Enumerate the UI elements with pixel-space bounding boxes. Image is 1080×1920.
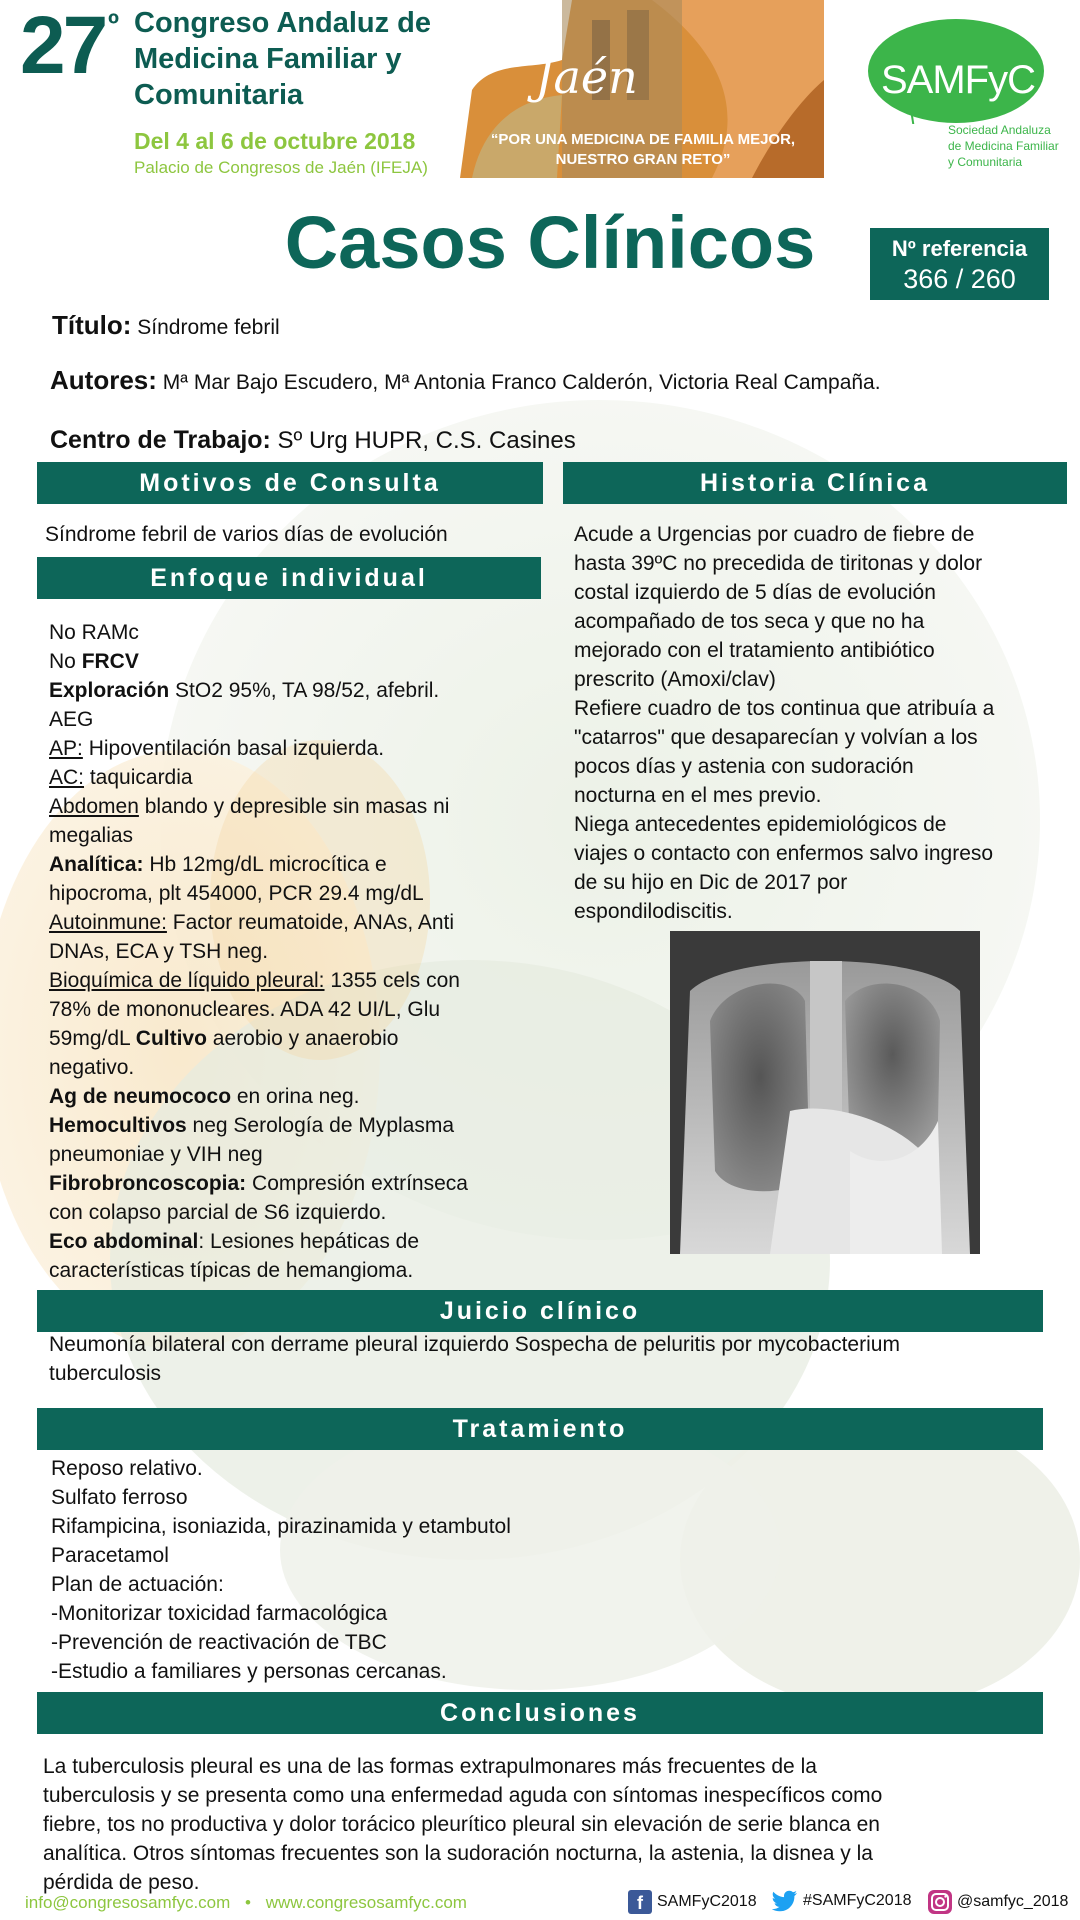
conclusiones-line: La tuberculosis pleural es una de las formas extrapulmonares más frecuentes de la (43, 1755, 817, 1778)
enfoque-line: 59mg/dL Cultivo aerobio y anaerobio (49, 1027, 399, 1050)
reference-box (870, 228, 1049, 300)
historia-line: prescrito (Amoxi/clav) (574, 668, 776, 691)
historia-line: acompañado de tos seca y que no ha (574, 610, 925, 633)
samfyc-logo-text: SAMFyC (881, 58, 1035, 102)
enfoque-line: Abdomen blando y depresible sin masas ni (49, 795, 450, 818)
conclusiones-line: tuberculosis y se presenta como una enfermedad aguda con síntomas inespecíficos como (43, 1784, 883, 1807)
instagram-handle: @samfyc_2018 (957, 1893, 1069, 1910)
conclusiones-text (43, 1752, 882, 1897)
footer-separator: • (245, 1893, 251, 1912)
center-label: Centro de Trabajo: (50, 426, 271, 454)
tratamiento-line: -Monitorizar toxicidad farmacológica (51, 1602, 388, 1625)
enfoque-line: No RAMc (49, 621, 139, 644)
historia-line: Acude a Urgencias por cuadro de fiebre de (574, 523, 975, 546)
enfoque-line: hipocroma, plt 454000, PCR 29.4 mg/dL (49, 882, 424, 905)
enfoque-text (49, 618, 468, 1285)
historia-line: hasta 39ºC no precedida de tiritonas y dolor (574, 552, 983, 575)
historia-line: nocturna en el mes previo. (574, 784, 822, 807)
historia-line: espondilodiscitis. (574, 900, 733, 923)
footer-email[interactable]: info@congresosamfyc.com (25, 1893, 231, 1912)
footer-twitter[interactable] (772, 1890, 912, 1912)
congress-line-3: Comunitaria (134, 79, 304, 111)
historia-text (574, 520, 994, 926)
society-name (948, 122, 1059, 170)
authors-value: Mª Mar Bajo Escudero, Mª Antonia Franco Calderón, Victoria Real Campaña. (162, 371, 881, 394)
chest-xray-image (670, 931, 980, 1254)
congress-line-1: Congreso Andaluz de (134, 7, 431, 39)
section-header-conclusiones: Conclusiones (37, 1692, 1043, 1734)
section-header-juicio: Juicio clínico (37, 1290, 1043, 1332)
twitter-icon (772, 1890, 798, 1912)
congress-venue: Palacio de Congresos de Jaén (IFEJA) (134, 158, 428, 177)
title-label: Título: (52, 310, 132, 340)
congress-dates: Del 4 al 6 de octubre 2018 (134, 128, 416, 154)
footer-website[interactable]: www.congresosamfyc.com (265, 1893, 467, 1912)
congress-line-2: Medicina Familiar y (134, 43, 402, 75)
enfoque-line: 78% de mononucleares. ADA 42 UI/L, Glu (49, 998, 441, 1021)
footer-instagram[interactable] (928, 1890, 1068, 1914)
historia-line: Refiere cuadro de tos continua que atribuía a (574, 697, 995, 720)
facebook-icon: f (628, 1890, 652, 1914)
center-row (50, 426, 576, 455)
historia-line: costal izquierdo de 5 días de evolución (574, 581, 936, 604)
tratamiento-line: -Prevención de reactivación de TBC (51, 1631, 387, 1654)
tratamiento-text (51, 1454, 511, 1686)
instagram-icon (928, 1890, 952, 1914)
motivos-text: Síndrome febril de varios días de evolución (45, 523, 448, 546)
juicio-line: Neumonía bilateral con derrame pleural izquierdo Sospecha de peluritis por mycobacterium (49, 1333, 900, 1356)
enfoque-line: AC: taquicardia (49, 766, 193, 789)
reference-value: 366 / 260 (903, 264, 1016, 294)
historia-line: Niega antecedentes epidemiológicos de (574, 813, 947, 836)
enfoque-line: AEG (49, 708, 94, 731)
enfoque-line: Autoinmune: Factor reumatoide, ANAs, Anti (49, 911, 455, 934)
historia-line: mejorado con el tratamiento antibiótico (574, 639, 935, 662)
authors-label: Autores: (50, 365, 157, 395)
juicio-text (49, 1330, 900, 1388)
enfoque-line: Ag de neumococo en orina neg. (49, 1085, 360, 1108)
center-value: Sº Urg HUPR, C.S. Casines (277, 427, 576, 454)
authors-row (50, 365, 881, 396)
enfoque-line: negativo. (49, 1056, 135, 1079)
society-line-3: y Comunitaria (948, 155, 1023, 169)
edition-suffix: º (108, 8, 119, 41)
historia-line: viajes o contacto con enfermos salvo ingreso (574, 842, 994, 865)
motto-line-2: NUESTRO GRAN RETO” (555, 151, 731, 168)
title-value: Síndrome febril (137, 316, 280, 339)
city-name: Jaén (535, 50, 638, 104)
congress-name (134, 5, 431, 113)
conclusiones-line: analítica. Otros síntomas frecuentes son la sudoración nocturna, la astenia, la disnea y la (43, 1842, 873, 1865)
tratamiento-line: Rifampicina, isoniazida, pirazinamida y etambutol (51, 1515, 511, 1538)
tratamiento-line: Sulfato ferroso (51, 1486, 188, 1509)
section-header-enfoque: Enfoque individual (37, 557, 541, 599)
society-line-1: Sociedad Andaluza (948, 123, 1051, 137)
enfoque-line: megalias (49, 824, 134, 847)
enfoque-line: Exploración StO2 95%, TA 98/52, afebril. (49, 679, 440, 702)
conclusiones-line: fiebre, tos no productiva y dolor torácico pleurítico pleural sin elevación de serie blanca en (43, 1813, 880, 1836)
section-header-tratamiento: Tratamiento (37, 1408, 1043, 1450)
section-header-historia: Historia Clínica (563, 462, 1067, 504)
enfoque-line: Eco abdominal: Lesiones hepáticas de (49, 1230, 420, 1253)
page-title: Casos Clínicos (284, 201, 816, 284)
enfoque-line: con colapso parcial de S6 izquierdo. (49, 1201, 387, 1224)
facebook-handle: SAMFyC2018 (657, 1893, 757, 1910)
section-header-motivos: Motivos de Consulta (37, 462, 543, 504)
motto-line-1: “POR UNA MEDICINA DE FAMILIA MEJOR, (490, 131, 796, 148)
enfoque-line: características típicas de hemangioma. (49, 1259, 414, 1282)
tratamiento-line: -Estudio a familiares y personas cercanas. (51, 1660, 447, 1683)
enfoque-line: Fibrobroncoscopia: Compresión extrínseca (49, 1172, 468, 1195)
title-row (52, 310, 280, 341)
enfoque-line: Analítica: Hb 12mg/dL microcítica e (49, 853, 387, 876)
reference-label: Nº referencia (891, 236, 1028, 261)
society-line-2: de Medicina Familiar (948, 139, 1059, 153)
enfoque-line: DNAs, ECA y TSH neg. (49, 940, 269, 963)
historia-line: pocos días y astenia con sudoración (574, 755, 914, 778)
enfoque-line: Hemocultivos neg Serología de Myplasma (49, 1114, 455, 1137)
enfoque-line: Bioquímica de líquido pleural: 1355 cels con (49, 969, 460, 992)
congress-motto (478, 130, 808, 170)
twitter-handle: #SAMFyC2018 (803, 1892, 912, 1909)
juicio-line: tuberculosis (49, 1362, 162, 1385)
tratamiento-line: Reposo relativo. (51, 1457, 203, 1480)
footer-contact (25, 1893, 467, 1913)
historia-line: de su hijo en Dic de 2017 por (574, 871, 848, 894)
tratamiento-line: Paracetamol (51, 1544, 169, 1567)
enfoque-line: No FRCV (49, 650, 139, 673)
conclusiones-line: pérdida de peso. (43, 1871, 200, 1894)
edition-number: 27 (20, 0, 106, 91)
historia-line: "catarros" que desaparecían y volvían a los (574, 726, 978, 749)
enfoque-line: AP: Hipoventilación basal izquierda. (49, 737, 385, 760)
tratamiento-line: Plan de actuación: (51, 1573, 224, 1596)
footer-facebook[interactable] (628, 1890, 757, 1914)
enfoque-line: pneumoniae y VIH neg (49, 1143, 263, 1166)
